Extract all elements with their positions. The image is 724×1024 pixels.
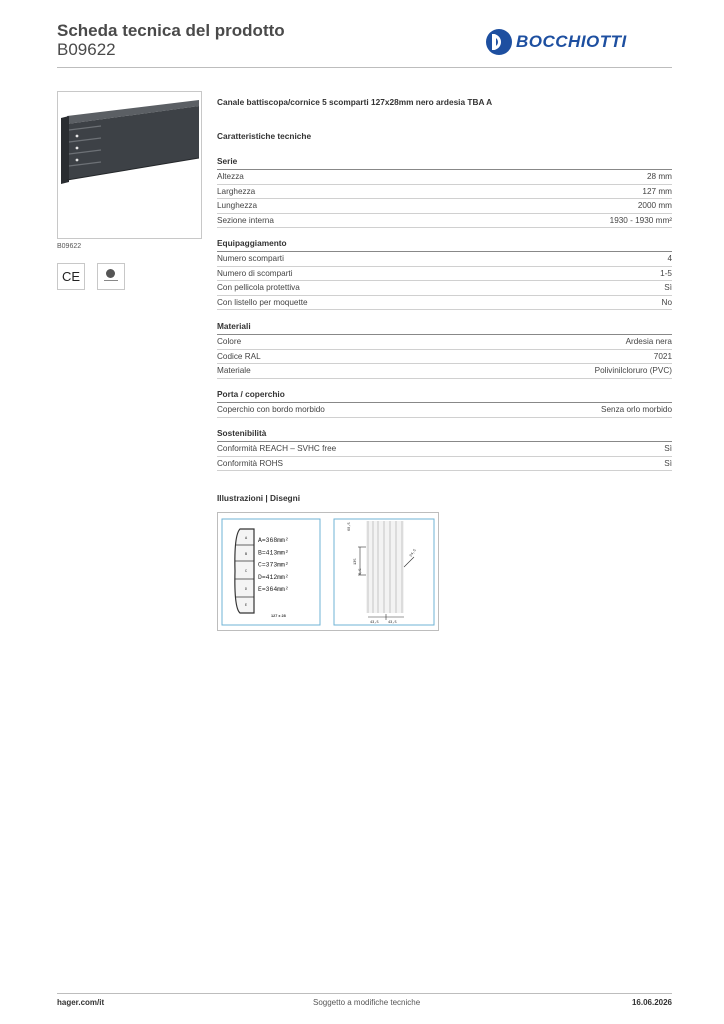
spec-value: Sì bbox=[664, 444, 672, 454]
spec-row bbox=[217, 281, 672, 296]
spec-section bbox=[217, 238, 672, 310]
compartment-letter: E bbox=[245, 604, 248, 608]
image-caption: B09622 bbox=[57, 243, 82, 250]
dimension-label: 24,5 bbox=[409, 548, 418, 559]
product-description: Canale battiscopa/cornice 5 scomparti 127x28mm nero ardesia TBA A bbox=[217, 97, 493, 107]
spec-value: Senza orlo morbido bbox=[601, 405, 672, 415]
dimension-label: 135 bbox=[354, 558, 358, 565]
spec-label: Larghezza bbox=[217, 186, 256, 196]
certification-mark-icon bbox=[97, 263, 125, 290]
spec-row bbox=[217, 252, 672, 267]
spec-value: No bbox=[661, 297, 672, 307]
spec-row bbox=[217, 403, 672, 418]
spec-value: 7021 bbox=[653, 351, 672, 361]
ce-mark-label: CE bbox=[61, 269, 81, 284]
spec-row bbox=[217, 170, 672, 185]
footer-website: hager.com/it bbox=[57, 998, 105, 1007]
footer-date: 16.06.2026 bbox=[631, 998, 672, 1007]
spec-value: 2000 mm bbox=[637, 201, 672, 211]
drawing-size-label: 127 x 28 bbox=[271, 614, 286, 618]
compartment-letter: D bbox=[245, 588, 248, 592]
spec-section bbox=[217, 389, 672, 418]
area-label: B=413mm² bbox=[258, 549, 289, 557]
spec-row bbox=[217, 214, 672, 229]
spec-label: Conformità ROHS bbox=[217, 458, 283, 468]
product-image-frame bbox=[57, 91, 202, 239]
footer-note: Soggetto a modifiche tecniche bbox=[313, 998, 421, 1007]
spec-value: Sì bbox=[664, 458, 672, 468]
spec-section-title: Materiali bbox=[217, 321, 672, 335]
spec-row bbox=[217, 296, 672, 311]
spec-section-title: Equipaggiamento bbox=[217, 238, 672, 252]
illustrations-heading: Illustrazioni | Disegni bbox=[217, 493, 300, 503]
spec-value: 1-5 bbox=[660, 268, 672, 278]
spec-section-title: Serie bbox=[217, 156, 672, 170]
dimension-label: 4,5 bbox=[359, 568, 363, 575]
footer-divider bbox=[57, 993, 672, 994]
ce-mark-icon bbox=[57, 263, 85, 290]
spec-section-title: Sostenibilità bbox=[217, 428, 672, 442]
spec-label: Codice RAL bbox=[217, 351, 261, 361]
technical-drawing bbox=[217, 512, 439, 631]
spec-section-title: Porta / coperchio bbox=[217, 389, 672, 403]
spec-label: Numero di scomparti bbox=[217, 268, 293, 278]
spec-row bbox=[217, 185, 672, 200]
spec-label: Sezione interna bbox=[217, 215, 274, 225]
product-code: B09622 bbox=[57, 40, 116, 59]
spec-value: 4 bbox=[667, 254, 672, 264]
spec-label: Conformità REACH – SVHC free bbox=[217, 444, 337, 454]
brand-name: BOCCHIOTTI bbox=[516, 32, 627, 51]
area-label: E=364mm² bbox=[258, 586, 289, 594]
spec-label: Coperchio con bordo morbido bbox=[217, 405, 325, 415]
compartment-letter: B bbox=[245, 553, 248, 557]
brand-logo-icon bbox=[486, 29, 512, 55]
compartment-letter: C bbox=[245, 570, 248, 574]
spec-value: Polivinilcloruro (PVC) bbox=[594, 366, 672, 376]
spec-label: Altezza bbox=[217, 172, 244, 182]
spec-section bbox=[217, 156, 672, 228]
spec-row bbox=[217, 457, 672, 472]
compartment-letter: A bbox=[245, 537, 248, 541]
spec-section bbox=[217, 428, 672, 471]
tech-heading: Caratteristiche tecniche bbox=[217, 131, 312, 141]
spec-row bbox=[217, 199, 672, 214]
spec-label: Con listello per moquette bbox=[217, 297, 308, 307]
dimension-label: 43,5 bbox=[370, 621, 379, 625]
spec-value: Sì bbox=[664, 283, 672, 293]
area-label: D=412mm² bbox=[258, 573, 289, 581]
spec-value: 127 mm bbox=[642, 186, 672, 196]
spec-value: Ardesia nera bbox=[625, 337, 672, 347]
spec-label: Con pellicola protettiva bbox=[217, 283, 300, 293]
dimension-label: 60,5 bbox=[348, 522, 352, 531]
spec-row bbox=[217, 267, 672, 282]
page-title: Scheda tecnica del prodotto bbox=[57, 21, 285, 40]
area-label: A=368mm² bbox=[258, 537, 289, 544]
spec-label: Numero scomparti bbox=[217, 254, 284, 264]
spec-value: 1930 - 1930 mm² bbox=[609, 215, 672, 225]
spec-row bbox=[217, 364, 672, 379]
brand-logo bbox=[486, 29, 627, 55]
spec-row bbox=[217, 335, 672, 350]
dimension-label: 43,5 bbox=[388, 621, 397, 625]
header-divider bbox=[57, 67, 672, 68]
spec-section bbox=[217, 321, 672, 379]
spec-label: Lunghezza bbox=[217, 201, 258, 211]
spec-value: 28 mm bbox=[646, 172, 672, 182]
spec-label: Colore bbox=[217, 337, 242, 347]
product-photo bbox=[61, 98, 199, 193]
area-label: C=373mm² bbox=[258, 561, 289, 569]
spec-row bbox=[217, 442, 672, 457]
spec-row bbox=[217, 350, 672, 365]
spec-label: Materiale bbox=[217, 366, 251, 376]
